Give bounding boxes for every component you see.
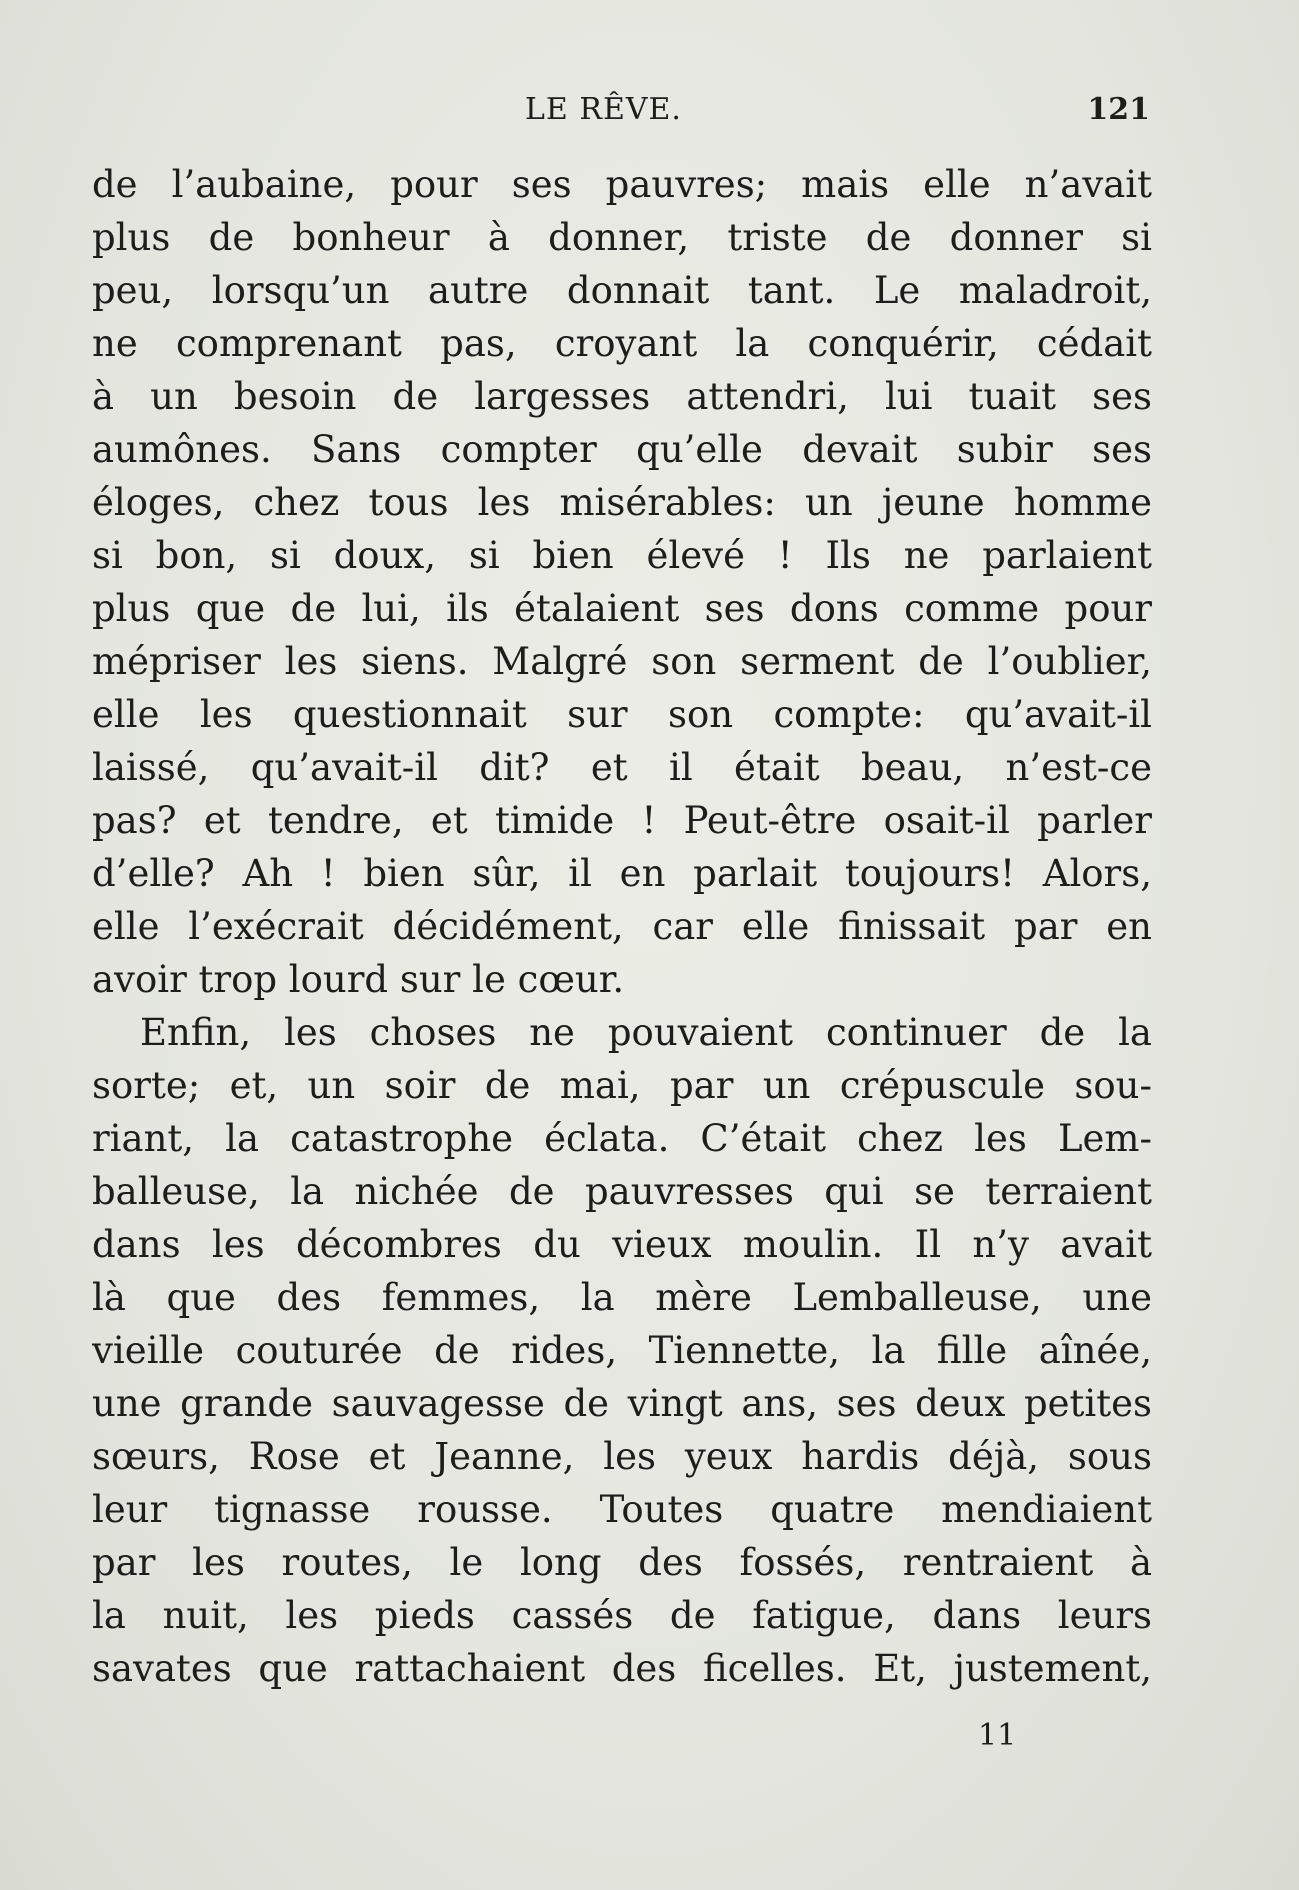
signature-mark: 11 [978,1718,1017,1753]
text-line: Enfin, les choses ne pouvaient continuer de la [140,1011,1152,1054]
text-line: à un besoin de largesses attendri, lui tuait ses [92,375,1152,418]
text-line: d’elle? Ah ! bien sûr, il en parlait toujours! Alors, [92,852,1152,895]
running-title: LE RÊVE. [525,92,682,127]
text-line: peu, lorsqu’un autre donnait tant. Le maladroit, [92,269,1152,312]
text-line: aumônes. Sans compter qu’elle devait subir ses [92,428,1152,471]
text-line: leur tignasse rousse. Toutes quatre mendiaient [92,1488,1152,1531]
text-line: de l’aubaine, pour ses pauvres; mais elle n’avait [92,163,1152,206]
text-line: savates que rattachaient des ficelles. Et, justement, [92,1647,1152,1690]
text-line: laissé, qu’avait-il dit? et il était beau, n’est-ce [92,746,1152,789]
text-line: par les routes, le long des fossés, rentraient à [92,1541,1152,1584]
text-line: elle l’exécrait décidément, car elle finissait par en [92,905,1152,948]
text-line: ne comprenant pas, croyant la conquérir, cédait [92,322,1152,365]
text-line: vieille couturée de rides, Tiennette, la fille aînée, [92,1329,1152,1372]
text-line: une grande sauvagesse de vingt ans, ses deux petites [92,1382,1152,1425]
text-line: plus que de lui, ils étalaient ses dons comme pour [92,587,1152,630]
body-text [92,158,1152,1695]
page-number: 121 [1087,92,1150,127]
text-line: mépriser les siens. Malgré son serment de l’oublier, [92,640,1152,683]
text-line: riant, la catastrophe éclata. C’était chez les Lem- [92,1117,1152,1160]
text-line: sorte; et, un soir de mai, par un crépuscule sou- [92,1064,1152,1107]
text-line: là que des femmes, la mère Lemballeuse, une [92,1276,1152,1319]
text-line: plus de bonheur à donner, triste de donner si [92,216,1152,259]
text-line: éloges, chez tous les misérables: un jeune homme [92,481,1152,524]
text-line: pas? et tendre, et timide ! Peut-être osait-il parler [92,799,1152,842]
text-line: avoir trop lourd sur le cœur. [92,958,625,1001]
text-line: elle les questionnait sur son compte: qu’avait-il [92,693,1152,736]
text-line: si bon, si doux, si bien élevé ! Ils ne parlaient [92,534,1152,577]
text-line: balleuse, la nichée de pauvresses qui se terraient [92,1170,1152,1213]
text-line: dans les décombres du vieux moulin. Il n’y avait [92,1223,1152,1266]
page-header [90,92,1150,136]
text-line: sœurs, Rose et Jeanne, les yeux hardis déjà, sous [92,1435,1152,1478]
text-line: la nuit, les pieds cassés de fatigue, dans leurs [92,1594,1152,1637]
